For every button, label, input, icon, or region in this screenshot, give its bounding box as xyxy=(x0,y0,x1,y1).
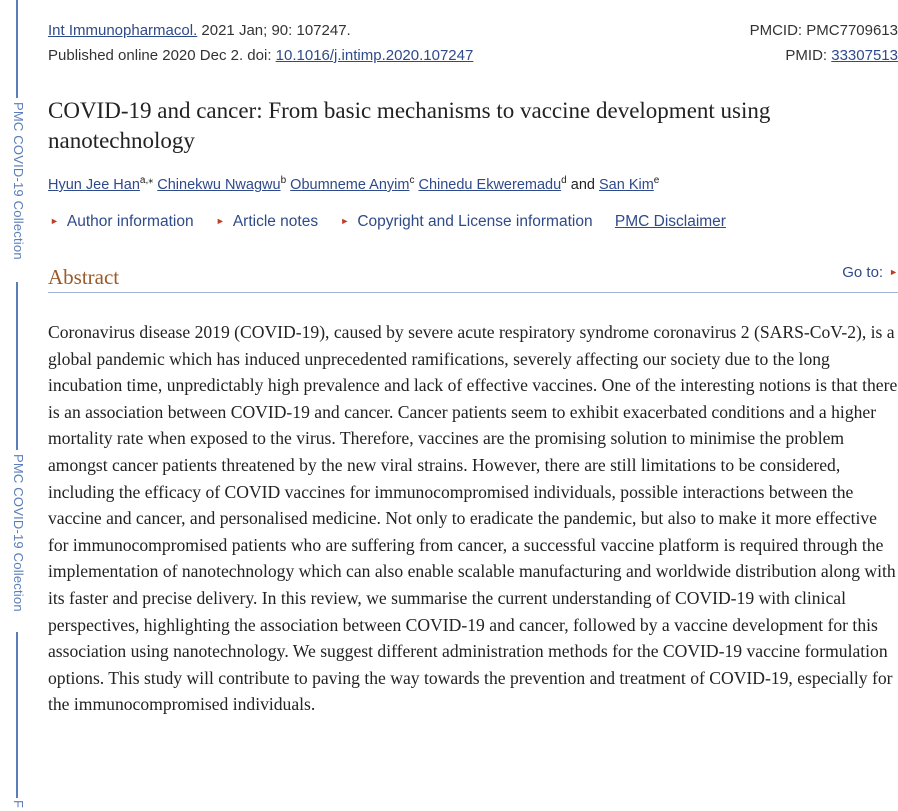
article-title: COVID-19 and cancer: From basic mechanisms to vaccine development using nanotechnology xyxy=(48,98,771,153)
author-list xyxy=(48,170,868,196)
author-conjunction: and xyxy=(570,177,595,193)
author-information-label: Author information xyxy=(66,213,194,230)
copyright-toggle[interactable] xyxy=(340,213,592,230)
published-label: Published online 2020 Dec 2. doi: xyxy=(48,47,276,64)
pmid xyxy=(785,43,898,68)
article-notes-label: Article notes xyxy=(232,213,319,230)
collection-label[interactable]: PMC COVID-19 Collection xyxy=(11,454,26,612)
collection-strip xyxy=(0,0,34,811)
doi-link[interactable]: 10.1016/j.intimp.2020.107247 xyxy=(275,47,474,64)
citation-date-volume: 2021 Jan; 90: 107247. xyxy=(197,22,351,39)
pmid-link[interactable]: 33307513 xyxy=(831,47,898,64)
strip-line xyxy=(16,0,18,98)
collection-label[interactable]: PMC COVID-19 Collection xyxy=(11,102,26,260)
strip-line xyxy=(16,632,18,798)
abstract-text: Coronavirus disease 2019 (COVID-19), caused by severe acute respiratory syndrome coronavirus 2 (SARS-CoV-2), is a global pandemic which has induced unprecedented ramifications, severely affecting our society due to the long incubation time, unpredictably high prevalence and lack of effective vaccines. One of the interesting notions is that there is an association between COVID-19 and cancer. Cancer patients seem to exhibit exacerbated conditions and a higher mortality rate when exposed to the virus. Therefore, vaccines are the promising solution to minimise the problem amongst cancer patients threatened by the new viral strains. However, there are still limitations to be considered, including the efficacy of COVID vaccines for immunocompromised individuals, possible interactions between the vaccine and cancer, and personalised medicine. Not only to eradicate the pandemic, but also to make it more effective for immunocompromised patients who are suffering from cancer, a successful vaccine platform is required through the implementation of nanotechnology which can also enable scalable manufacturing and worldwide distribution along with its faster and precise delivery. In this review, we summarise the current understanding of COVID-19 with clinical perspectives, highlighting the association between COVID-19 and cancer, followed by a vaccine development for this association using nanotechnology. We suggest different administration methods for the COVID-19 vaccine formulation options. This study will contribute to paving the way towards the prevention and treatment of COVID-19, especially for the immunocompromised individuals. xyxy=(48,322,898,715)
triangle-right-icon: ► xyxy=(340,216,350,226)
article-meta-links xyxy=(50,210,870,233)
citation-block xyxy=(48,18,898,68)
abstract-section-header xyxy=(48,262,898,293)
pmcid-label: PMCID: xyxy=(749,22,807,39)
author-link[interactable]: Chinedu Ekweremadu xyxy=(418,177,562,193)
author-affiliation-sup: e xyxy=(653,175,660,186)
citation-row-1 xyxy=(48,18,898,43)
goto-label: Go to: xyxy=(842,264,884,281)
journal-link[interactable]: Int Immunopharmacol. xyxy=(48,22,198,39)
collection-label[interactable]: F xyxy=(11,800,26,809)
strip-line xyxy=(16,282,18,450)
abstract-heading: Abstract xyxy=(48,265,120,289)
copyright-label: Copyright and License information xyxy=(357,213,593,230)
triangle-right-icon: ► xyxy=(215,216,225,226)
author-affiliation-sup: a,⁎ xyxy=(139,175,154,186)
author-link[interactable]: San Kim xyxy=(598,177,654,193)
goto-menu[interactable] xyxy=(842,264,898,281)
pmid-label: PMID: xyxy=(785,47,832,64)
pmc-disclaimer-link[interactable]: PMC Disclaimer xyxy=(614,213,726,230)
author-link[interactable]: Obumneme Anyim xyxy=(290,177,410,193)
author-information-toggle[interactable] xyxy=(50,213,194,230)
pmcid xyxy=(750,18,898,43)
triangle-right-icon: ► xyxy=(889,267,898,277)
triangle-right-icon: ► xyxy=(50,216,59,226)
citation-row-2 xyxy=(48,43,898,68)
author-link[interactable]: Chinekwu Nwagwu xyxy=(157,177,281,193)
author-affiliation-sup: b xyxy=(280,175,287,186)
author-link[interactable]: Hyun Jee Han xyxy=(48,177,140,193)
author-affiliation-sup: d xyxy=(561,175,567,186)
author-affiliation-sup: c xyxy=(409,175,415,186)
pmcid-value: PMC7709613 xyxy=(806,22,898,39)
article-notes-toggle[interactable] xyxy=(216,213,318,230)
